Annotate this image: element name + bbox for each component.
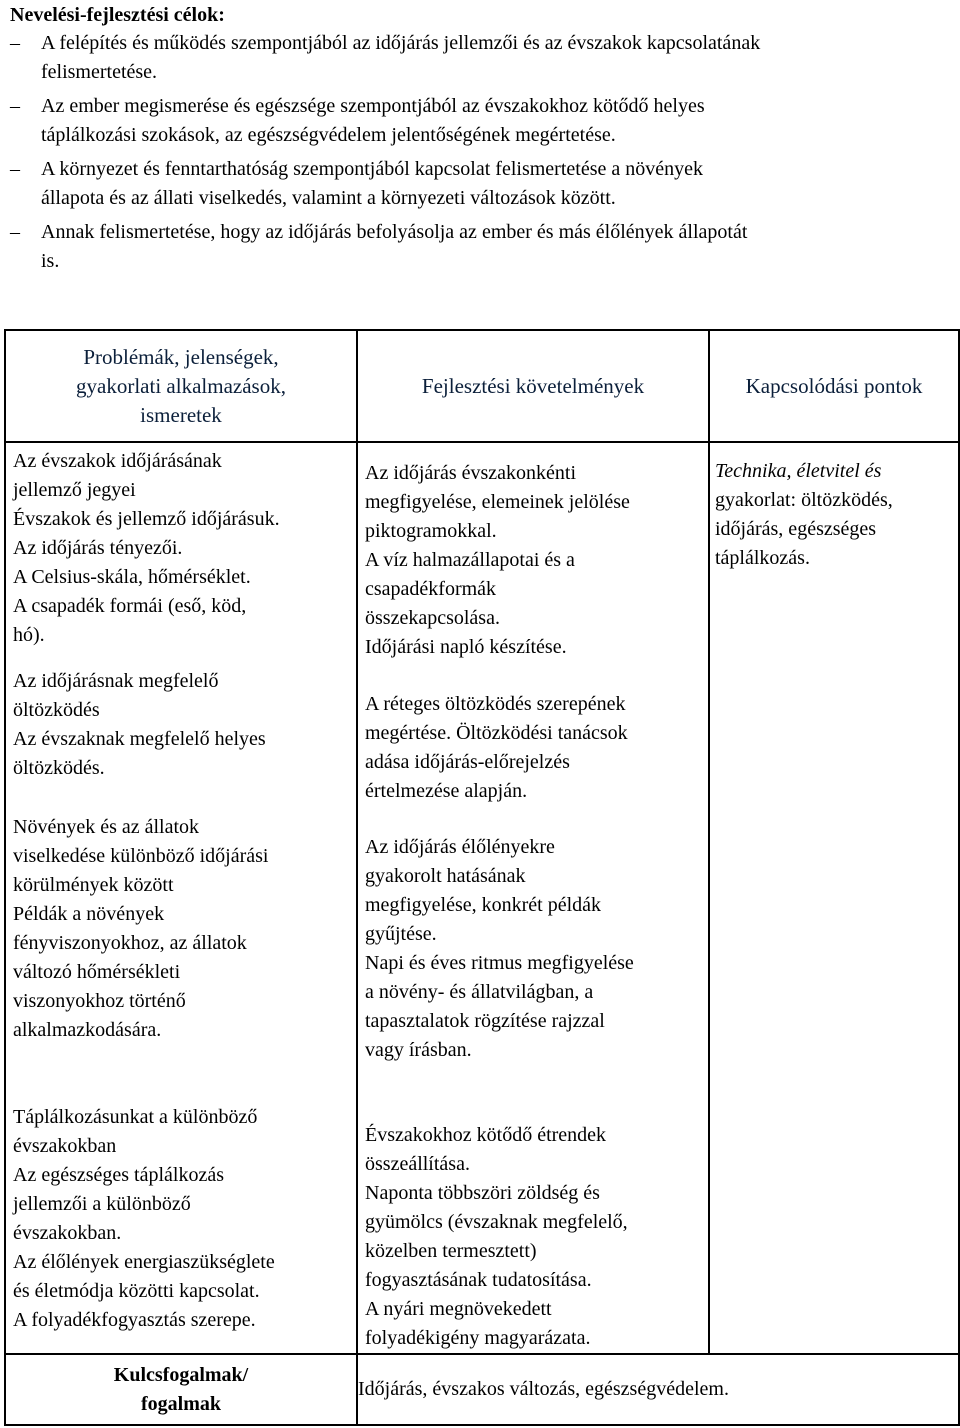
cell-line: gyakorlat: öltözködés, xyxy=(715,489,893,511)
cell-line: Időjárási napló készítése. xyxy=(365,636,567,658)
goal-item xyxy=(10,92,955,150)
cell-line: fényviszonyokhoz, az állatok xyxy=(13,932,247,954)
cell-line: Évszakok és jellemző időjárásuk. xyxy=(13,508,280,530)
cell-line: évszakokban. xyxy=(13,1222,122,1244)
goals-heading: Nevelési-fejlesztési célok: xyxy=(10,4,225,26)
requirements-block-living xyxy=(358,833,708,1065)
cell-line: A réteges öltözködés szerepének xyxy=(365,693,626,715)
cell-line: fogyasztásának tudatosítása. xyxy=(365,1269,592,1291)
cell-line: jellemző jegyei xyxy=(13,479,136,501)
problems-block-seasons xyxy=(6,447,356,650)
cell-line: öltözködés. xyxy=(13,757,105,779)
goal-line: táplálkozási szokások, az egészségvédelem jelentőségének megértetése. xyxy=(41,124,616,146)
problems-cell xyxy=(5,442,357,1354)
problems-block-living xyxy=(6,813,356,1045)
cell-line: és életmódja közötti kapcsolat. xyxy=(13,1280,260,1302)
cell-line: viselkedése különböző időjárási xyxy=(13,845,269,867)
cell-line: körülmények között xyxy=(13,874,174,896)
cell-line: A nyári megnövekedett xyxy=(365,1298,552,1320)
cell-line: gyümölcs (évszaknak megfelelő, xyxy=(365,1211,628,1233)
cell-line: piktogramokkal. xyxy=(365,520,497,542)
requirements-block-nutrition xyxy=(358,1121,708,1353)
curriculum-table xyxy=(4,329,960,1426)
goal-line: felismertetése. xyxy=(41,61,158,83)
label-line: Kulcsfogalmak/ xyxy=(113,1363,249,1386)
cell-line: Napi és éves ritmus megfigyelése xyxy=(365,952,634,974)
header-line: ismeretek xyxy=(140,402,222,427)
goal-list xyxy=(10,29,955,281)
cell-line: időjárás, egészséges xyxy=(715,518,877,540)
header-problems xyxy=(5,330,357,442)
requirements-block-clothing xyxy=(358,690,708,806)
cell-line: A Celsius-skála, hőmérséklet. xyxy=(13,566,251,588)
dash-bullet: – xyxy=(10,32,20,54)
table-body-row xyxy=(5,442,959,1354)
cell-line: Táplálkozásunkat a különböző xyxy=(13,1106,258,1128)
requirements-cell xyxy=(357,442,709,1354)
connection-subject: Technika, életvitel és xyxy=(715,460,882,482)
goal-item xyxy=(10,29,955,87)
cell-line: folyadékigény magyarázata. xyxy=(365,1327,591,1349)
header-line: gyakorlati alkalmazások, xyxy=(76,373,286,398)
cell-line: A csapadék formái (eső, köd, xyxy=(13,595,247,617)
cell-line: gyűjtése. xyxy=(365,923,437,945)
goal-line: A környezet és fenntarthatóság szempontjából kapcsolat felismertetése a növények xyxy=(41,158,703,180)
problems-block-clothing xyxy=(6,667,356,783)
dash-bullet: – xyxy=(10,221,20,243)
cell-line: csapadékformák xyxy=(365,578,497,600)
goal-line: is. xyxy=(41,250,60,272)
goal-line: állapota és az állati viselkedés, valamint a környezeti változások között. xyxy=(41,187,616,209)
key-concepts-value: Időjárás, évszakos változás, egészségvédelem. xyxy=(357,1354,959,1425)
dash-bullet: – xyxy=(10,95,20,117)
table-header-row xyxy=(5,330,959,442)
cell-line: hó). xyxy=(13,624,45,646)
cell-line: tapasztalatok rögzítése rajzzal xyxy=(365,1010,605,1032)
cell-line: a növény- és állatvilágban, a xyxy=(365,981,594,1003)
connections-cell xyxy=(709,442,959,1354)
cell-line: Naponta többszöri zöldség és xyxy=(365,1182,600,1204)
cell-line: Évszakokhoz kötődő étrendek xyxy=(365,1124,607,1146)
cell-line: A víz halmazállapotai és a xyxy=(365,549,575,571)
cell-line: összeállítása. xyxy=(365,1153,470,1175)
cell-line: összekapcsolása. xyxy=(365,607,500,629)
label-line: fogalmak xyxy=(141,1392,221,1415)
cell-line: Az időjárásnak megfelelő xyxy=(13,670,219,692)
cell-line: Az évszakok időjárásának xyxy=(13,450,222,472)
cell-line: öltözködés xyxy=(13,699,100,721)
cell-line: viszonyokhoz történő xyxy=(13,990,186,1012)
cell-line: megfigyelése, elemeinek jelölése xyxy=(365,491,630,513)
goal-line: Az ember megismerése és egészsége szempontjából az évszakokhoz kötődő helyes xyxy=(41,95,705,117)
dash-bullet: – xyxy=(10,158,20,180)
cell-line: vagy írásban. xyxy=(365,1039,472,1061)
requirements-block-observation xyxy=(358,459,708,662)
cell-line: Példák a növények xyxy=(13,903,165,925)
cell-line: értelmezése alapján. xyxy=(365,780,528,802)
cell-line: alkalmazkodására. xyxy=(13,1019,162,1041)
header-requirements: Fejlesztési követelmények xyxy=(357,330,709,442)
cell-line: táplálkozás. xyxy=(715,547,810,569)
cell-line: évszakokban xyxy=(13,1135,117,1157)
header-connections: Kapcsolódási pontok xyxy=(709,330,959,442)
cell-line: adása időjárás-előrejelzés xyxy=(365,751,570,773)
cell-line: Az időjárás tényezői. xyxy=(13,537,183,559)
goal-item xyxy=(10,155,955,213)
cell-line: Növények és az állatok xyxy=(13,816,200,838)
cell-line: A folyadékfogyasztás szerepe. xyxy=(13,1309,256,1331)
connections-block xyxy=(710,457,958,573)
goal-item xyxy=(10,218,955,276)
key-concepts-label xyxy=(5,1354,357,1425)
key-concepts-row xyxy=(5,1354,959,1425)
cell-line: Az élőlények energiaszükséglete xyxy=(13,1251,275,1273)
cell-line: változó hőmérsékleti xyxy=(13,961,181,983)
cell-line: megértése. Öltözködési tanácsok xyxy=(365,722,628,744)
goal-line: A felépítés és működés szempontjából az időjárás jellemzői és az évszakok kapcsolatának xyxy=(41,32,761,54)
cell-line: közelben termesztett) xyxy=(365,1240,537,1262)
cell-line: megfigyelése, konkrét példák xyxy=(365,894,602,916)
header-line: Problémák, jelenségek, xyxy=(83,344,279,369)
cell-line: gyakorolt hatásának xyxy=(365,865,526,887)
problems-block-nutrition xyxy=(6,1103,356,1335)
cell-line: Az időjárás élőlényekre xyxy=(365,836,555,858)
cell-line: jellemzői a különböző xyxy=(13,1193,191,1215)
goal-line: Annak felismertetése, hogy az időjárás befolyásolja az ember és más élőlények állapotát xyxy=(41,221,748,243)
cell-line: Az időjárás évszakonkénti xyxy=(365,462,577,484)
cell-line: Az évszaknak megfelelő helyes xyxy=(13,728,266,750)
cell-line: Az egészséges táplálkozás xyxy=(13,1164,225,1186)
